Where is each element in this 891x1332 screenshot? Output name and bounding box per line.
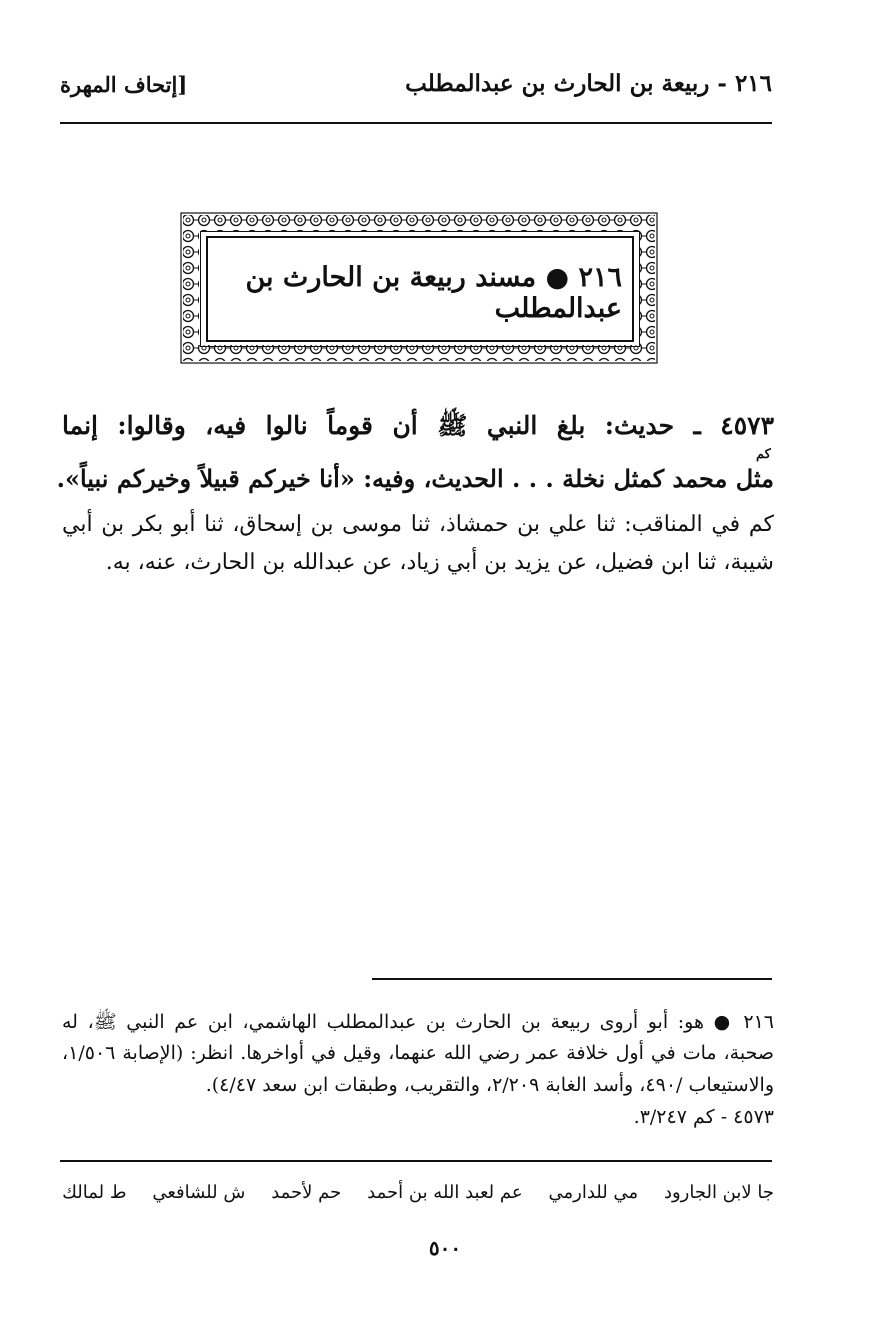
footnote-rule — [372, 978, 772, 980]
footnote-line-2: صحبة، مات في أول خلافة عمر رضي الله عنهما، وقيل في أواخرها. انظر: (الإصابة ١/٥٠٦، — [62, 1042, 774, 1064]
abbreviation-key — [62, 1182, 774, 1203]
section-title: ٢١٦ ● مسند ربيعة بن الحارث بن عبدالمطلب — [245, 262, 622, 324]
footnote-line-4: ٤٥٧٣ - كم ٣/٢٤٧. — [633, 1106, 774, 1128]
isnad-line-2: شيبة، ثنا ابن فضيل، عن يزيد بن أبي زياد، عن عبدالله بن الحارث، عنه، به. — [105, 550, 774, 575]
running-header — [60, 70, 772, 110]
abbreviation-item: ش للشافعي — [152, 1182, 246, 1203]
abbreviation-item: ط لمالك — [62, 1182, 127, 1203]
page-number: ٥٠٠ — [428, 1236, 462, 1260]
abbreviation-rule — [60, 1160, 772, 1162]
footnote-line-3: والاستيعاب /٤٩٠، وأسد الغابة ٢/٢٠٩، والتقريب، وطبقات ابن سعد ٤/٤٧). — [205, 1074, 774, 1096]
hadith-line-2: مثل محمد كمثل نخلة . . . الحديث، وفيه: «أنا خيركم قبيلاً وخيركم نبياً». — [56, 464, 774, 493]
abbreviation-item: حم لأحمد — [271, 1182, 342, 1203]
hadith-line-1: ٤٥٧٣ ـ حديث: بلغ النبي ﷺ أن قوماً نالوا فيه، وقالوا: إنما — [62, 411, 774, 440]
header-rule — [60, 122, 772, 124]
abbreviation-item: مي للدارمي — [548, 1182, 639, 1203]
abbreviation-item: عم لعبد الله بن أحمد — [367, 1182, 523, 1203]
footnote-line-1: ٢١٦ ● هو: أبو أروى ربيعة بن الحارث بن عبدالمطلب الهاشمي، ابن عم النبي ﷺ، له — [62, 1011, 774, 1033]
header-book-title: [إتحاف المهرة — [60, 72, 188, 97]
header-title: ٢١٦ - ربيعة بن الحارث بن عبدالمطلب — [405, 70, 772, 97]
isnad-line-1: كم في المناقب: ثنا علي بن حمشاذ، ثنا موسى بن إسحاق، ثنا أبو بكر بن أبي — [62, 512, 774, 537]
source-marker: كم — [756, 447, 771, 462]
abbreviation-item: جا لابن الجارود — [663, 1182, 774, 1203]
